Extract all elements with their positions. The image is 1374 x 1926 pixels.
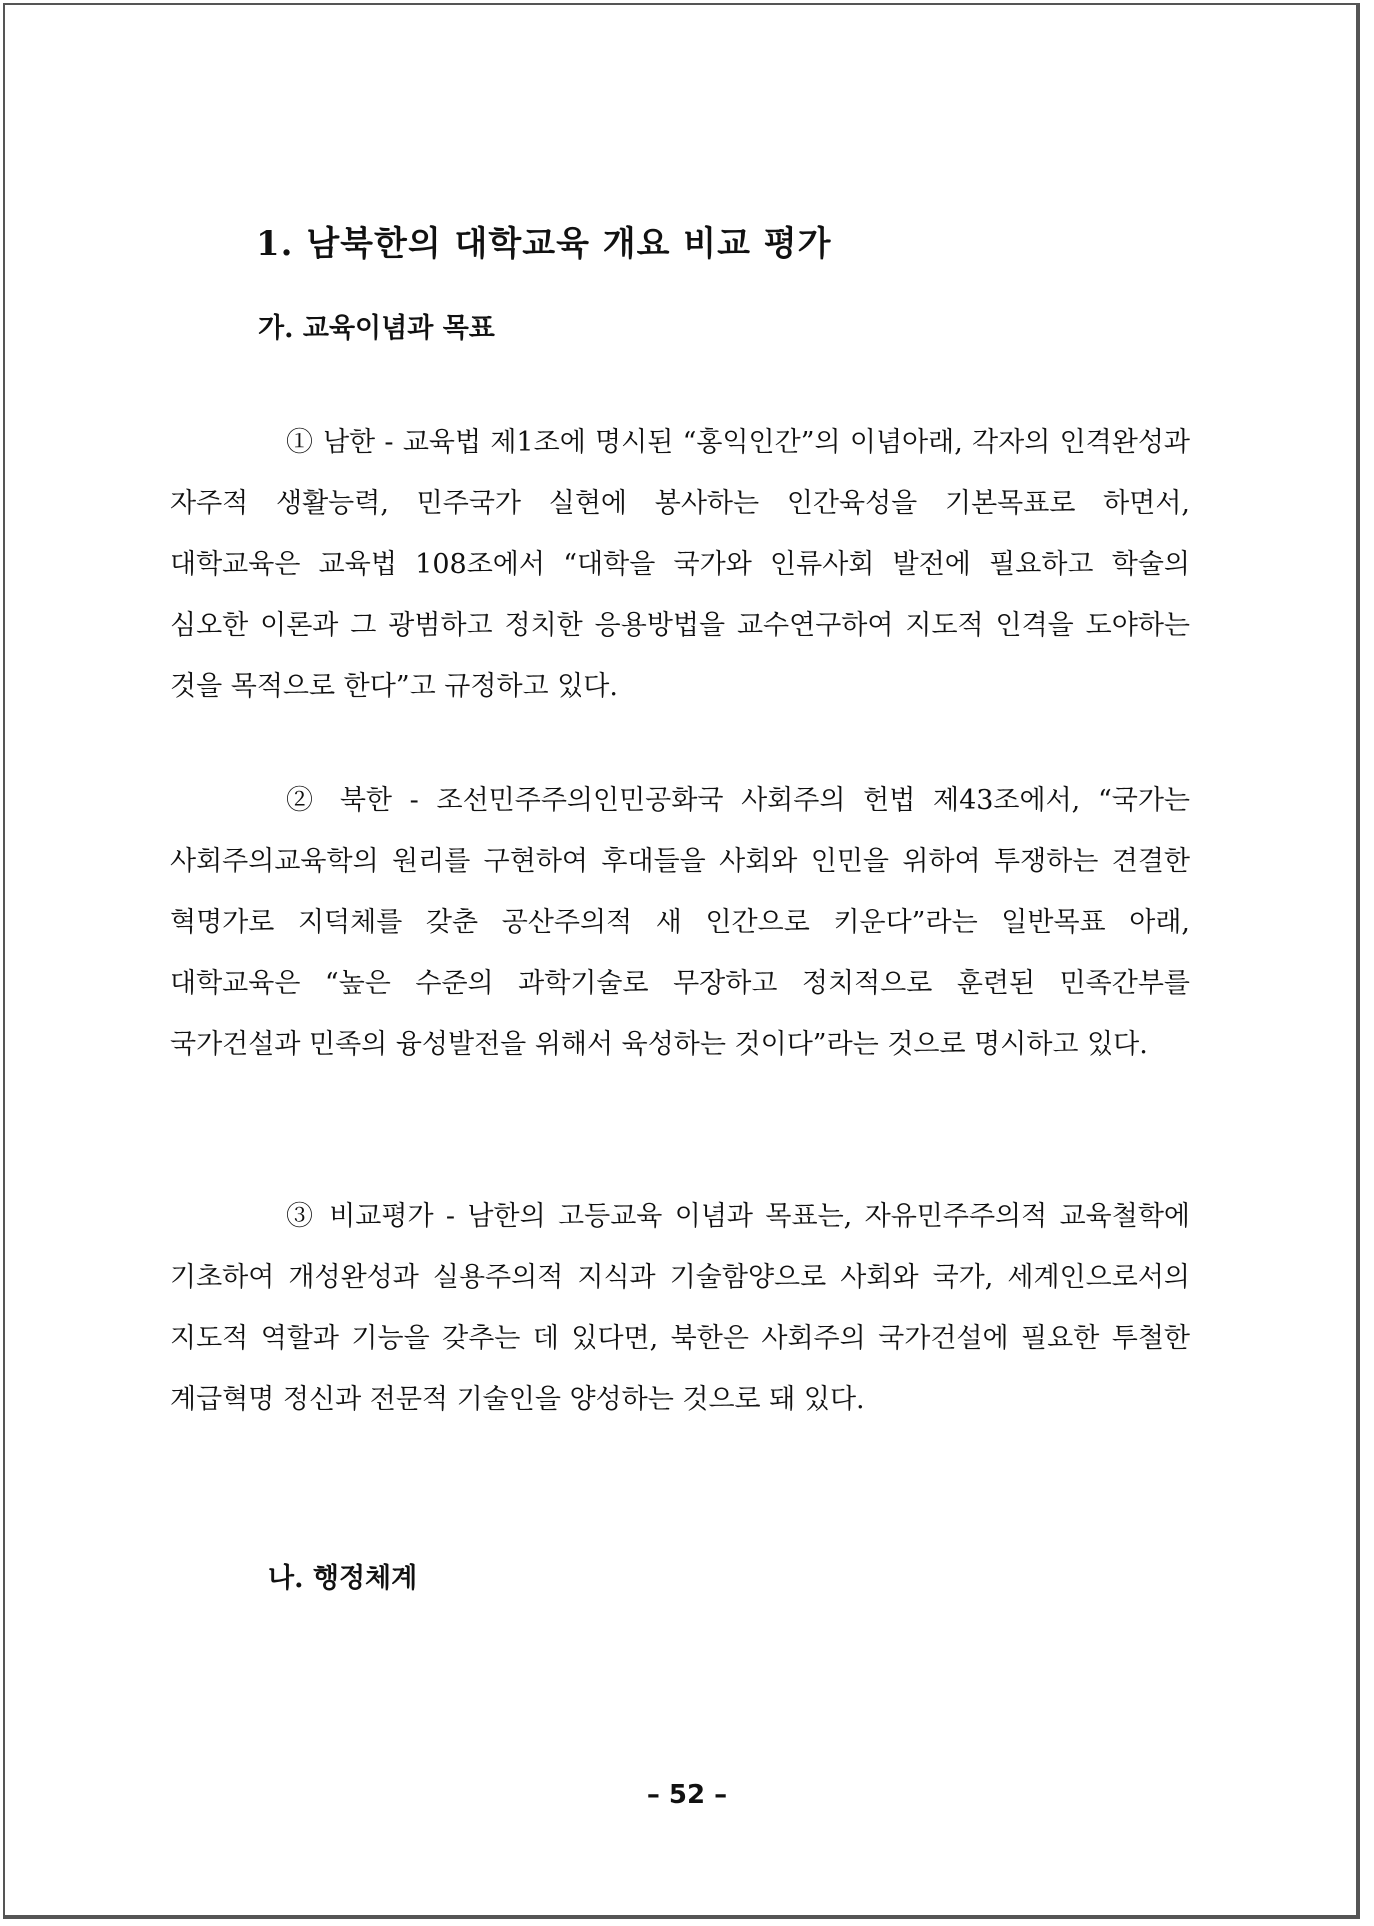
subsection-title-ga: 가. 교육이념과 목표 xyxy=(258,313,495,344)
paragraph-comparison: ③ 비교평가 - 남한의 고등교육 이념과 목표는, 자유민주주의적 교육철학에 기초하여 개성완성과 실용주의적 지식과 기술함양으로 사회와 국가, 세계인으로서의 지도적 역할과 기능을 갖추는 데 있다면, 북한은 사회주의 국가건설에 필요한 투철한 계급혁명 정신과 전문적 기술인을 양성하는 것으로 돼 있다. xyxy=(170,1201,1190,1415)
paragraph-south-korea: ① 남한 - 교육법 제1조에 명시된 “홍익인간”의 이념아래, 각자의 인격완성과 자주적 생활능력, 민주국가 실현에 봉사하는 인간육성을 기본목표로 하면서, 대학교육은 교육법 108조에서 “대학을 국가와 인류사회 발전에 필요하고 학술의 심오한 이론과 그 광범하고 정치한 응용방법을 교수연구하여 지도적 인격을 도야하는 것을 목적으로 한다”고 규정하고 있다. xyxy=(170,427,1190,702)
paragraph-north-korea: ② 북한 - 조선민주주의인민공화국 사회주의 헌법 제43조에서, “국가는 사회주의교육학의 원리를 구현하여 후대들을 사회와 인민을 위하여 투쟁하는 견결한 혁명가로 지덕체를 갖춘 공산주의적 새 인간으로 키운다”라는 일반목표 아래, 대학교육은 “높은 수준의 과학기술로 무장하고 정치적으로 훈련된 민족간부를 국가건설과 민족의 융성발전을 위해서 육성하는 것이다”라는 것으로 명시하고 있다. xyxy=(170,785,1190,1060)
page-number: – 52 – xyxy=(646,1780,728,1810)
section-title: 1. 남북한의 대학교육 개요 비교 평가 xyxy=(256,224,832,264)
subsection-title-na: 나. 행정체계 xyxy=(268,1563,418,1594)
